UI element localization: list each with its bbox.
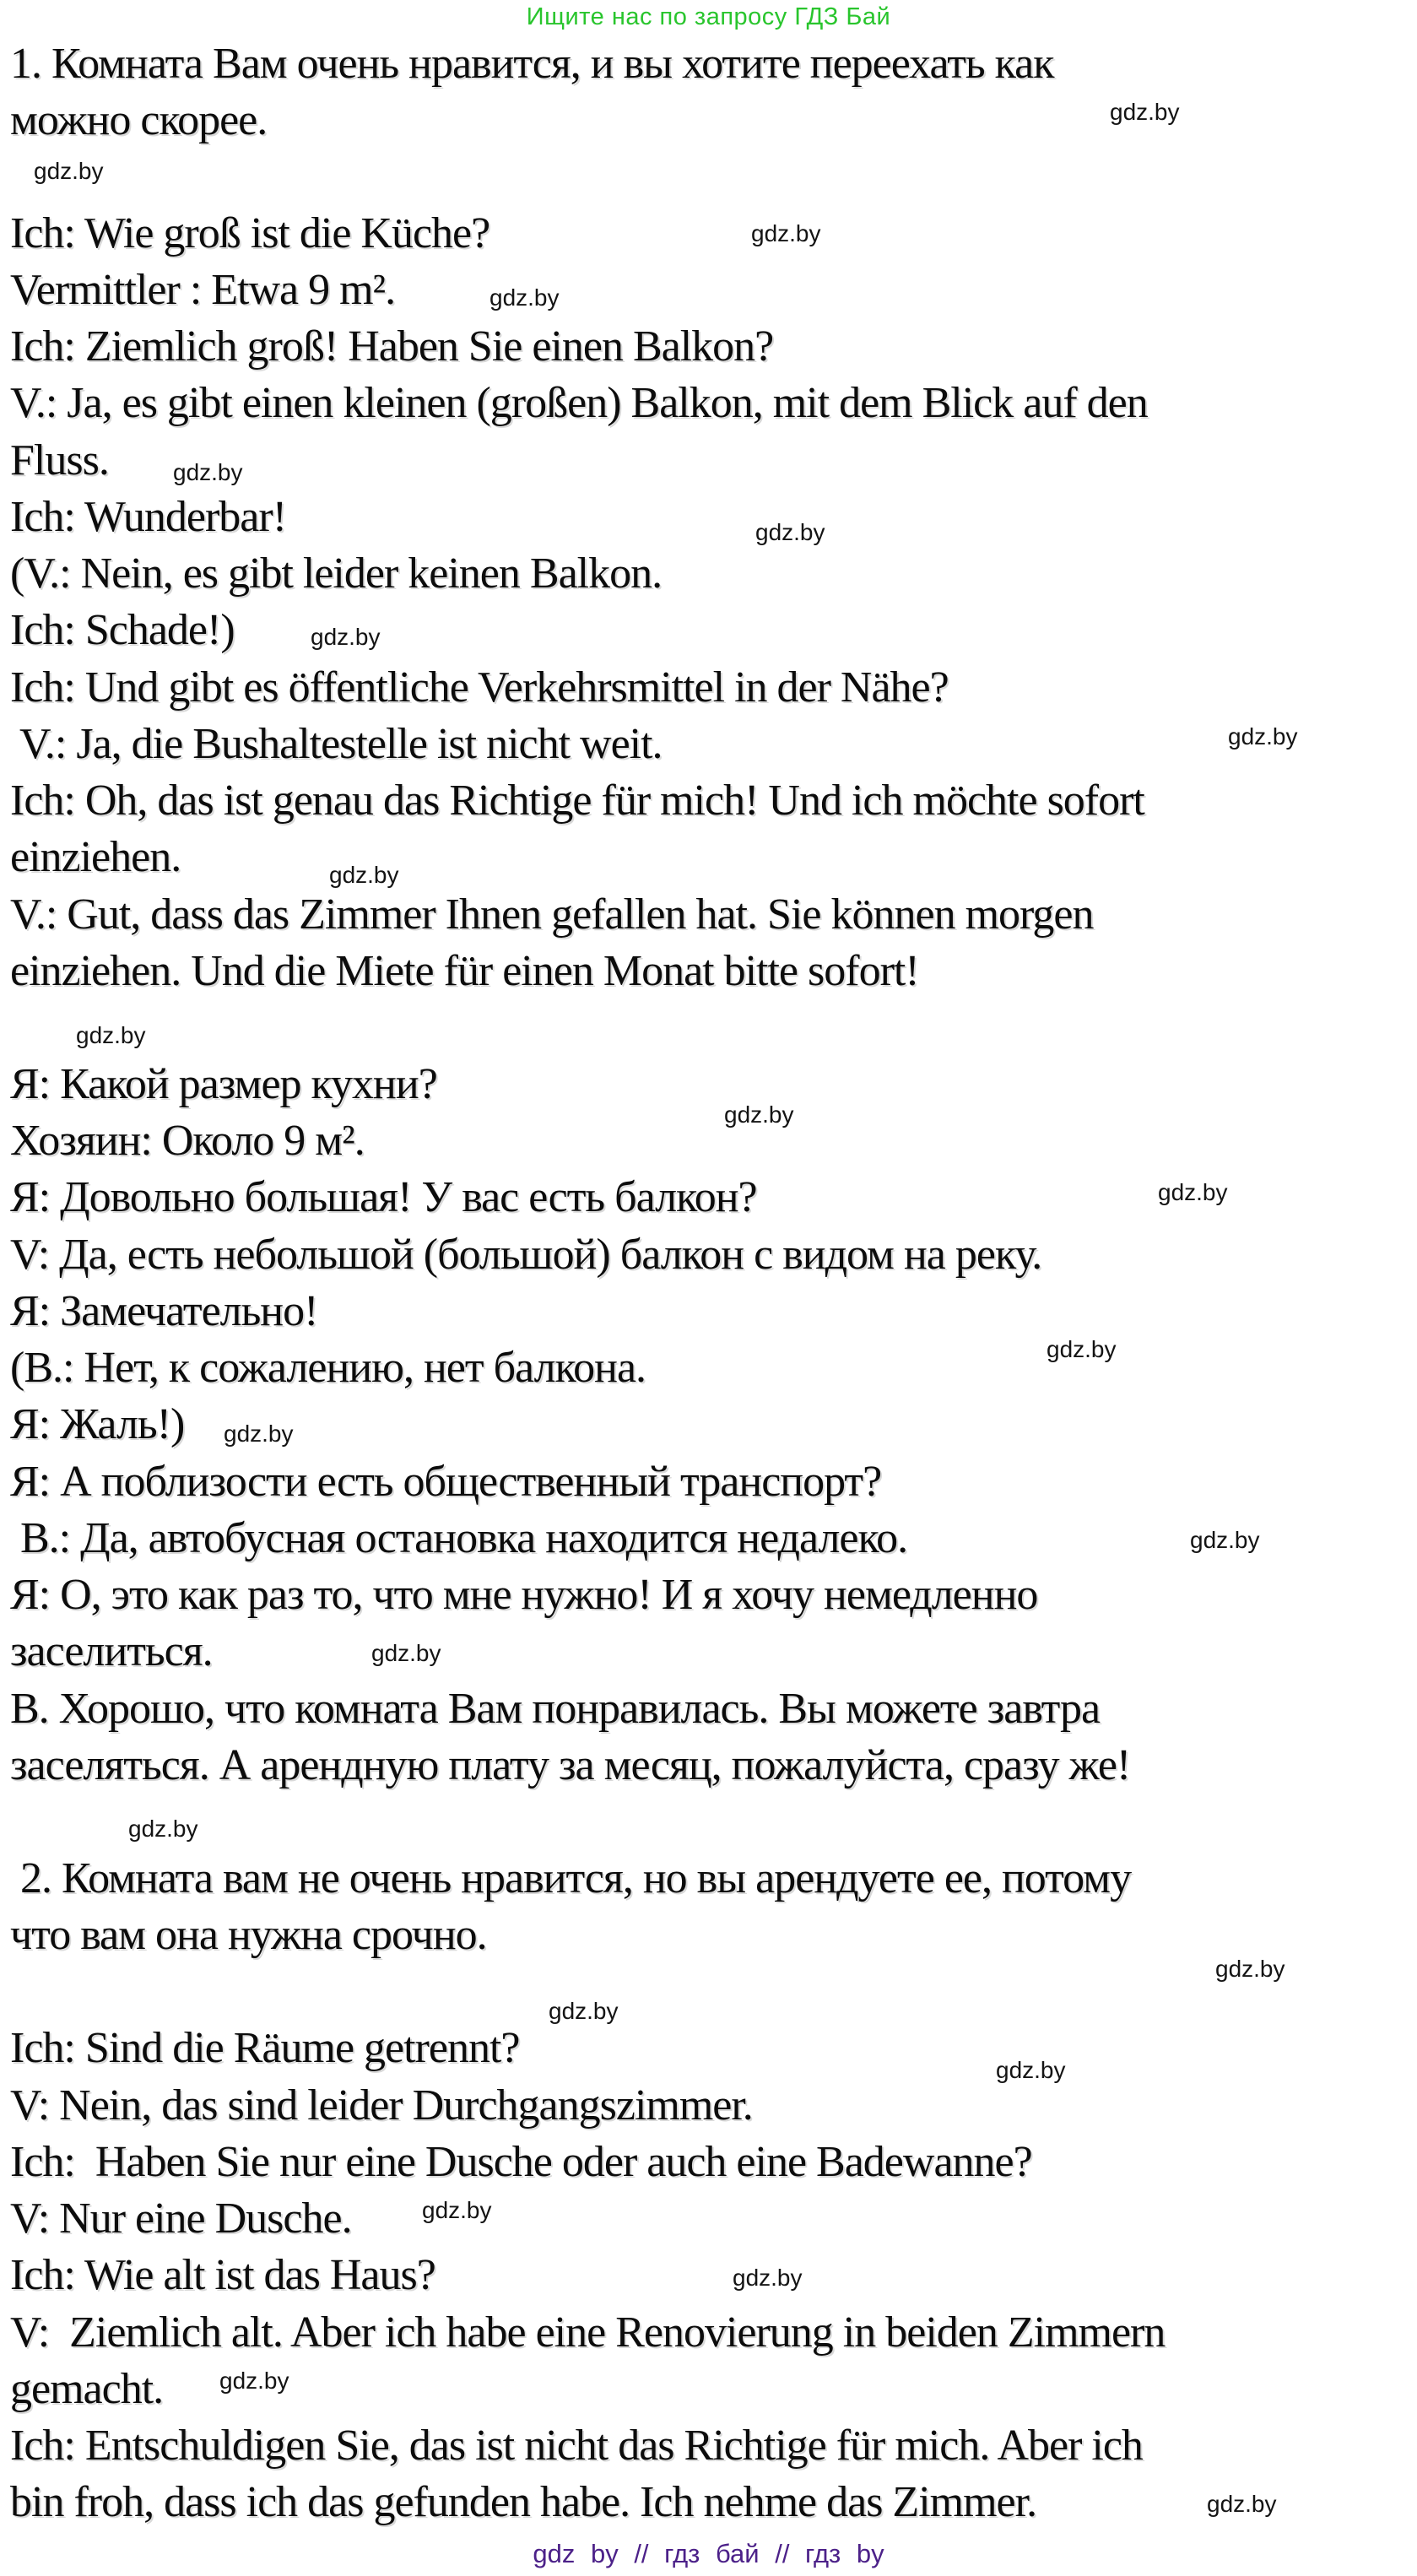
text-line: Ich: Wie alt ist das Haus? <box>10 2251 435 2299</box>
gdz-watermark: gdz.by <box>219 2368 289 2394</box>
gdz-watermark: gdz.by <box>128 1816 198 1842</box>
text-line: Я: Жаль!) <box>10 1400 185 1448</box>
gdz-watermark: gdz.by <box>1207 2491 1277 2517</box>
text-line: Ich: Oh, das ist genau das Richtige für mich! Und ich möchte sofort <box>10 777 1144 825</box>
site-footer: gdz by // гдз бай // гдз by <box>533 2539 884 2568</box>
gdz-watermark: gdz.by <box>724 1101 794 1128</box>
text-line: V: Да, есть небольшой (большой) балкон с видом на реку. <box>10 1231 1042 1279</box>
gdz-watermark: gdz.by <box>1047 1336 1117 1362</box>
text-line: В. Хорошо, что комната Вам понравилась. Вы можете завтра <box>10 1685 1101 1733</box>
gdz-watermark: gdz.by <box>755 519 825 545</box>
text-line: Ich: Schade!) <box>10 606 235 654</box>
text-line: Ich: Entschuldigen Sie, das ist nicht das Richtige für mich. Aber ich <box>10 2422 1143 2470</box>
text-line: V.: Gut, dass das Zimmer Ihnen gefallen hat. Sie können morgen <box>10 890 1094 939</box>
text-line: gemacht. <box>10 2365 164 2413</box>
text-line: можно скорее. <box>10 96 268 144</box>
gdz-watermark: gdz.by <box>996 2057 1066 2083</box>
text-line: Ich: Wie groß ist die Küche? <box>10 209 490 257</box>
text-line: Я: А поблизости есть общественный транспорт? <box>10 1458 882 1506</box>
text-line: Ich: Sind die Räume getrennt? <box>10 2024 520 2072</box>
gdz-watermark: gdz.by <box>224 1421 294 1447</box>
text-line: 1. Комната Вам очень нравится, и вы хотите переехать как <box>10 40 1054 88</box>
text-line: V: Nein, das sind leider Durchgangszimmer. <box>10 2081 753 2130</box>
text-line: V.: Ja, es gibt einen kleinen (großen) Balkon, mit dem Blick auf den <box>10 379 1148 427</box>
gdz-watermark: gdz.by <box>311 624 381 650</box>
text-line: Ich: Wunderbar! <box>10 493 287 541</box>
gdz-watermark: gdz.by <box>173 459 243 485</box>
gdz-watermark: gdz.by <box>1228 723 1298 750</box>
text-line: Я: Замечательно! <box>10 1287 318 1335</box>
text-line: Я: Какой размер кухни? <box>10 1060 437 1108</box>
gdz-watermark: gdz.by <box>549 1998 619 2024</box>
gdz-watermark: gdz.by <box>751 220 821 246</box>
text-line: Fluss. <box>10 436 109 484</box>
gdz-watermark: gdz.by <box>1215 1956 1285 1982</box>
text-line: einziehen. <box>10 833 181 881</box>
text-line: Хозяин: Около 9 м². <box>10 1117 365 1165</box>
text-line: 2. Комната вам не очень нравится, но вы арендуете ее, потому <box>10 1854 1132 1902</box>
gdz-watermark: gdz.by <box>733 2265 803 2291</box>
text-line: Vermittler : Etwa 9 m². <box>10 266 396 314</box>
gdz-watermark: gdz.by <box>1110 99 1180 125</box>
text-line: заселиться. <box>10 1627 213 1675</box>
text-line: V.: Ja, die Bushaltestelle ist nicht weit. <box>10 720 663 768</box>
gdz-watermark: gdz.by <box>489 284 560 311</box>
text-line: bin froh, dass ich das gefunden habe. Ich nehme das Zimmer. <box>10 2478 1037 2526</box>
gdz-watermark: gdz.by <box>1190 1527 1260 1553</box>
gdz-watermark: gdz.by <box>422 2197 492 2223</box>
text-line: V: Ziemlich alt. Aber ich habe eine Renovierung in beiden Zimmern <box>10 2308 1166 2357</box>
gdz-watermark: gdz.by <box>1158 1179 1228 1205</box>
site-promo-header: Ищите нас по запросу ГДЗ Бай <box>526 3 891 30</box>
gdz-watermark: gdz.by <box>329 862 399 888</box>
text-line: V: Nur eine Dusche. <box>10 2194 352 2243</box>
text-line: заселяться. А арендную плату за месяц, пожалуйста, сразу же! <box>10 1741 1131 1789</box>
gdz-watermark: gdz.by <box>76 1022 146 1048</box>
text-line: (В.: Нет, к сожалению, нет балкона. <box>10 1344 646 1392</box>
text-line: Ich: Und gibt es öffentliche Verkehrsmittel in der Nähe? <box>10 663 949 712</box>
text-line: einziehen. Und die Miete für einen Monat bitte sofort! <box>10 947 919 995</box>
gdz-watermark: gdz.by <box>34 158 104 184</box>
text-line: Я: О, это как раз то, что мне нужно! И я хочу немедленно <box>10 1571 1038 1619</box>
text-line: (V.: Nein, es gibt leider keinen Balkon. <box>10 549 663 598</box>
text-line: Я: Довольно большая! У вас есть балкон? <box>10 1173 757 1221</box>
gdz-watermark: gdz.by <box>371 1640 441 1666</box>
text-line: Ich: Haben Sie nur eine Dusche oder auch eine Badewanne? <box>10 2138 1032 2186</box>
text-line: Ich: Ziemlich groß! Haben Sie einen Balkon? <box>10 322 774 371</box>
text-line: В.: Да, автобусная остановка находится недалеко. <box>10 1514 908 1562</box>
text-line: что вам она нужна срочно. <box>10 1911 487 1959</box>
